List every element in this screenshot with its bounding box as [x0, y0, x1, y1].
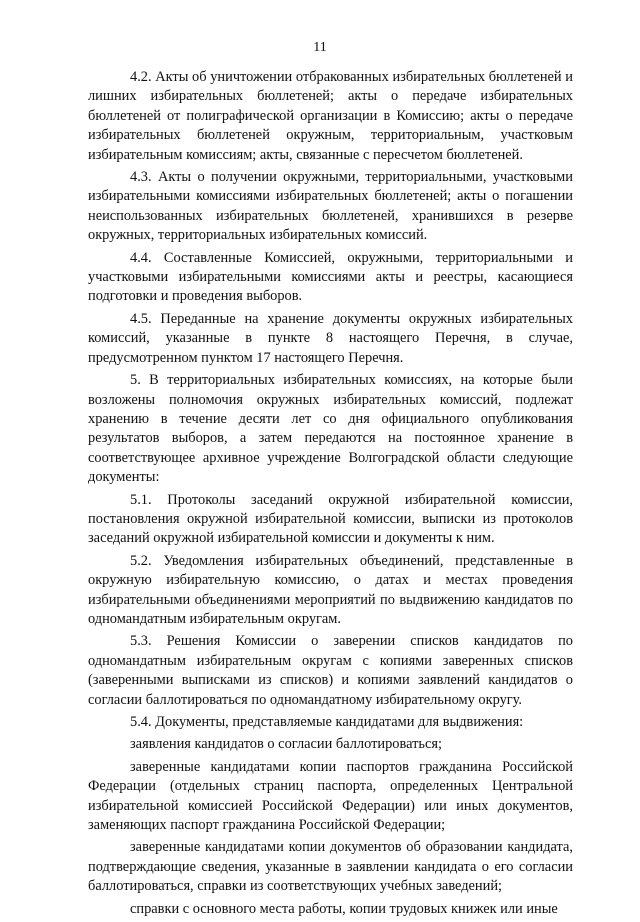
paragraph-5: 5. В территориальных избирательных комиссиях, на которые были возложены полномочия окружных избирательных комиссий, подлежат хранению в течение десяти лет со дня официального опубликования результатов выборов, а затем передаются на постоянное хранение в соответствующее архивное учреждение Волгоградской области следующие документы: — [88, 372, 573, 486]
list-item-education-copies: заверенные кандидатами копии документов об образовании кандидата, подтверждающие сведения, указанные в заявлении кандидата о его согласии баллотироваться, справки из соответствующих учебных заведений; — [88, 839, 573, 895]
page-number: 11 — [313, 40, 327, 55]
list-item-applications: заявления кандидатов о согласии баллотироваться; — [130, 736, 442, 753]
paragraph-5-4: 5.4. Документы, представляемые кандидатами для выдвижения: — [130, 714, 524, 730]
document-body — [88, 68, 573, 922]
list-item-passport-copies: заверенные кандидатами копии паспортов гражданина Российской Федерации (отдельных страниц паспорта, определенных Центральной избирательной комиссией Российской Федерации) или иных документов, заменяющих паспорт гражданина Российской Федерации; — [88, 758, 573, 834]
paragraph-5-3: 5.3. Решения Комиссии о заверении списков кандидатов по одномандатным избирательным округам с копиями заверенных списков (заверенными выписками из списков) и копиями заявлений кандидатов о согласии баллотироваться по одномандатному избирательному округу. — [88, 633, 573, 708]
paragraph-4-4: 4.4. Составленные Комиссией, окружными, территориальными и участковыми избирательными комиссиями акты и реестры, касающиеся подготовки и проведения выборов. — [88, 249, 573, 305]
paragraph-5-1: 5.1. Протоколы заседаний окружной избирательной комиссии, постановления окружной избирательной комиссии, выписки из протоколов заседаний окружной избирательной комиссии и документы к ним. — [88, 491, 573, 547]
paragraph-4-3: 4.3. Акты о получении окружными, территориальными, участковыми избирательными комиссиями избирательных бюллетеней; акты о погашении неиспользованных избирательных бюллетеней, хранившихся в резерве окружных, территориальных избирательных комиссий. — [88, 169, 573, 244]
paragraph-4-2: 4.2. Акты об уничтожении отбракованных избирательных бюллетеней и лишних избирательных бюллетеней; акты о передаче избирательных бюллетеней от полиграфической организации в Комиссию; акты о передаче избирательных бюллетеней окружным, территориальным, участковым избирательным комиссиям; акты, связанные с пересчетом бюллетеней. — [88, 69, 573, 163]
paragraph-5-2: 5.2. Уведомления избирательных объединений, представленные в окружную избирательную комиссию, о датах и местах проведения избирательными объединениями мероприятий по выдвижению кандидатов по одномандатным избирательным округам. — [88, 552, 573, 627]
list-item-work-certificates: справки с основного места работы, копии трудовых книжек или иные — [130, 900, 558, 917]
paragraph-4-5: 4.5. Переданные на хранение документы окружных избирательных комиссий, указанные в пункте 8 настоящего Перечня, в случае, предусмотренном пунктом 17 настоящего Перечня. — [88, 310, 573, 366]
